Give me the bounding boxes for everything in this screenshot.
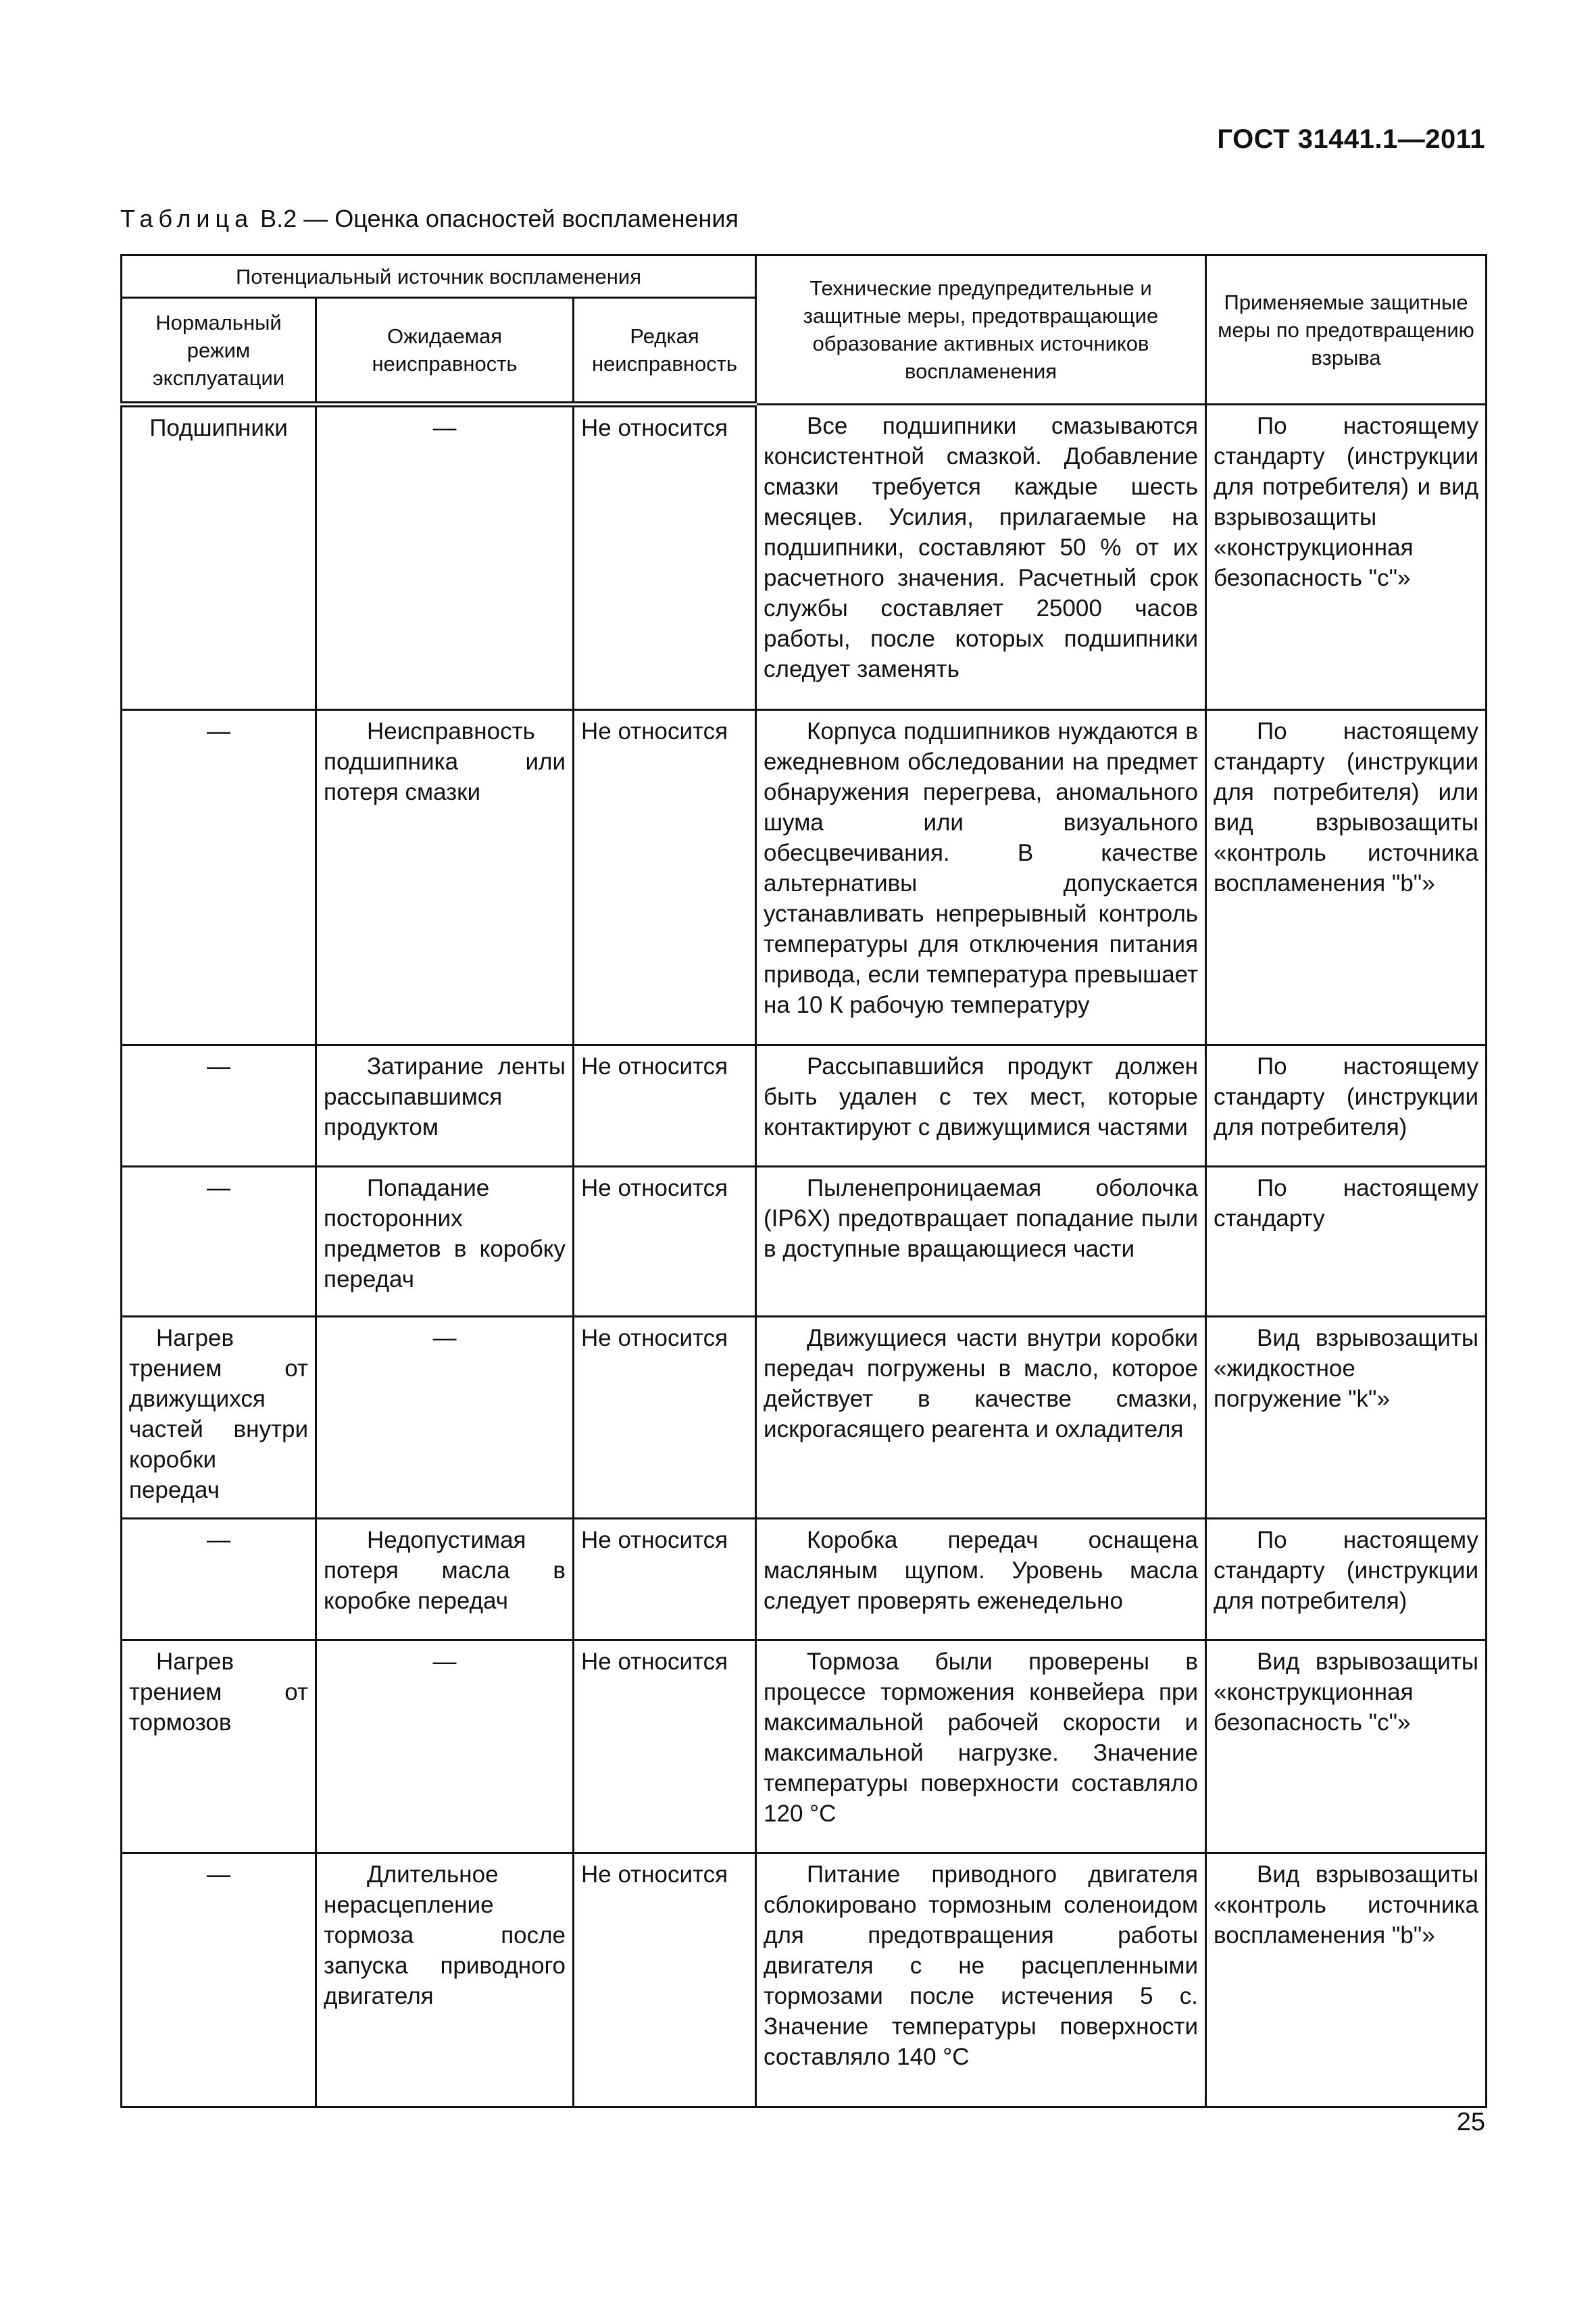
cell-technical-measures: Движущиеся части внутри коробки передач погружены в масло, которое действует в качестве смазки, искрогасящего реагента и охладителя [756,1317,1206,1519]
document-standard-code: ГОСТ 31441.1—2011 [1217,124,1485,154]
table-caption-number: В.2 [260,205,297,232]
cell-expected-malfunction: — [316,1640,574,1853]
cell-expected-malfunction: Затирание ленты рассыпавшимся продуктом [316,1045,574,1167]
cell-normal-operation: — [122,1167,316,1317]
cell-normal-operation: Нагрев трением от движущихся частей внутри коробки передач [122,1317,316,1519]
table-caption [120,205,739,233]
cell-normal-operation: Нагрев трением от тормозов [122,1640,316,1853]
cell-expected-malfunction: Попадание посторонних предметов в коробку передач [316,1167,574,1317]
cell-normal-operation: — [122,1519,316,1640]
cell-rare-malfunction: Не относится [574,1167,756,1317]
cell-technical-measures: Корпуса подшипников нуждаются в ежедневном обследовании на предмет обнаружения перегрева, аномального шума или визуального обесцвечивания. В качестве альтернативы допускается устанавливать непрерывный контроль температуры для отключения питания привода, если температура превышает на 10 К рабочую температуру [756,710,1206,1045]
table-row [122,1640,1487,1853]
cell-technical-measures: Питание приводного двигателя сблокировано тормозным соленоидом для предотвращения работы двигателя с не расцепленными тормозами после истечения 5 с. Значение температуры поверхности составляло 140 °C [756,1853,1206,2107]
cell-expected-malfunction: Недопустимая потеря масла в коробке передач [316,1519,574,1640]
cell-expected-malfunction: Неисправность подшипника или потеря смазки [316,710,574,1045]
cell-applied-measures: По настоящему стандарту [1206,1167,1487,1317]
cell-rare-malfunction: Не относится [574,405,756,710]
cell-rare-malfunction: Не относится [574,1317,756,1519]
table-row [122,405,1487,710]
header-technical-measures: Технические предупредительные и защитные меры, предотвращающие образование активных источников воспламенения [756,255,1206,405]
table-row [122,1853,1487,2107]
cell-normal-operation: — [122,1853,316,2107]
cell-rare-malfunction: Не относится [574,1853,756,2107]
table-caption-title: — Оценка опасностей воспламенения [303,205,739,232]
cell-rare-malfunction: Не относится [574,1519,756,1640]
cell-applied-measures: Вид взрывозащиты «конструкционная безопасность "c"» [1206,1640,1487,1853]
header-normal-operation: Нормальный режим эксплуатации [122,298,316,405]
cell-technical-measures: Рассыпавшийся продукт должен быть удален с тех мест, которые контактируют с движущимися частями [756,1045,1206,1167]
cell-applied-measures: По настоящему стандарту (инструкции для потребителя) [1206,1045,1487,1167]
header-ignition-source-group: Потенциальный источник воспламенения [122,255,756,298]
cell-applied-measures: По настоящему стандарту (инструкции для потребителя) [1206,1519,1487,1640]
cell-rare-malfunction: Не относится [574,710,756,1045]
cell-technical-measures: Все подшипники смазываются консистентной смазкой. Добавление смазки требуется каждые шесть месяцев. Усилия, прилагаемые на подшипники, составляют 50 % от их расчетного значения. Расчетный срок службы составляет 25000 часов работы, после которых подшипники следует заменять [756,405,1206,710]
cell-expected-malfunction: Длительное нерасцепление тормоза после запуска приводного двигателя [316,1853,574,2107]
cell-technical-measures: Коробка передач оснащена масляным щупом. Уровень масла следует проверять еженедельно [756,1519,1206,1640]
cell-applied-measures: Вид взрывозащиты «контроль источника воспламенения "b"» [1206,1853,1487,2107]
cell-rare-malfunction: Не относится [574,1640,756,1853]
table-row [122,1045,1487,1167]
table-row [122,1167,1487,1317]
cell-normal-operation: — [122,1045,316,1167]
cell-technical-measures: Тормоза были проверены в процессе торможения конвейера при максимальной рабочей скорости и максимальной нагрузке. Значение температуры поверхности составляло 120 °C [756,1640,1206,1853]
cell-expected-malfunction: — [316,405,574,710]
header-rare-malfunction: Редкая неисправность [574,298,756,405]
header-expected-malfunction: Ожидаемая неисправность [316,298,574,405]
table-row [122,1317,1487,1519]
ignition-hazard-table [120,254,1487,2108]
cell-normal-operation: — [122,710,316,1045]
cell-normal-operation: Подшипники [122,405,316,710]
table-row [122,710,1487,1045]
cell-applied-measures: По настоящему стандарту (инструкции для потребителя) или вид взрывозащиты «контроль источника воспламенения "b"» [1206,710,1487,1045]
table-row [122,1519,1487,1640]
cell-applied-measures: По настоящему стандарту (инструкции для потребителя) и вид взрывозащиты «конструкционная безопасность "c"» [1206,405,1487,710]
table-caption-label: Таблица [120,205,254,232]
header-applied-measures: Применяемые защитные меры по предотвращению взрыва [1206,255,1487,405]
table-body [122,405,1487,2107]
cell-applied-measures: Вид взрывозащиты «жидкостное погружение "k"» [1206,1317,1487,1519]
cell-expected-malfunction: — [316,1317,574,1519]
cell-rare-malfunction: Не относится [574,1045,756,1167]
page-number: 25 [1456,2108,1485,2136]
cell-technical-measures: Пыленепроницаемая оболочка (IP6X) предотвращает попадание пыли в доступные вращающиеся части [756,1167,1206,1317]
